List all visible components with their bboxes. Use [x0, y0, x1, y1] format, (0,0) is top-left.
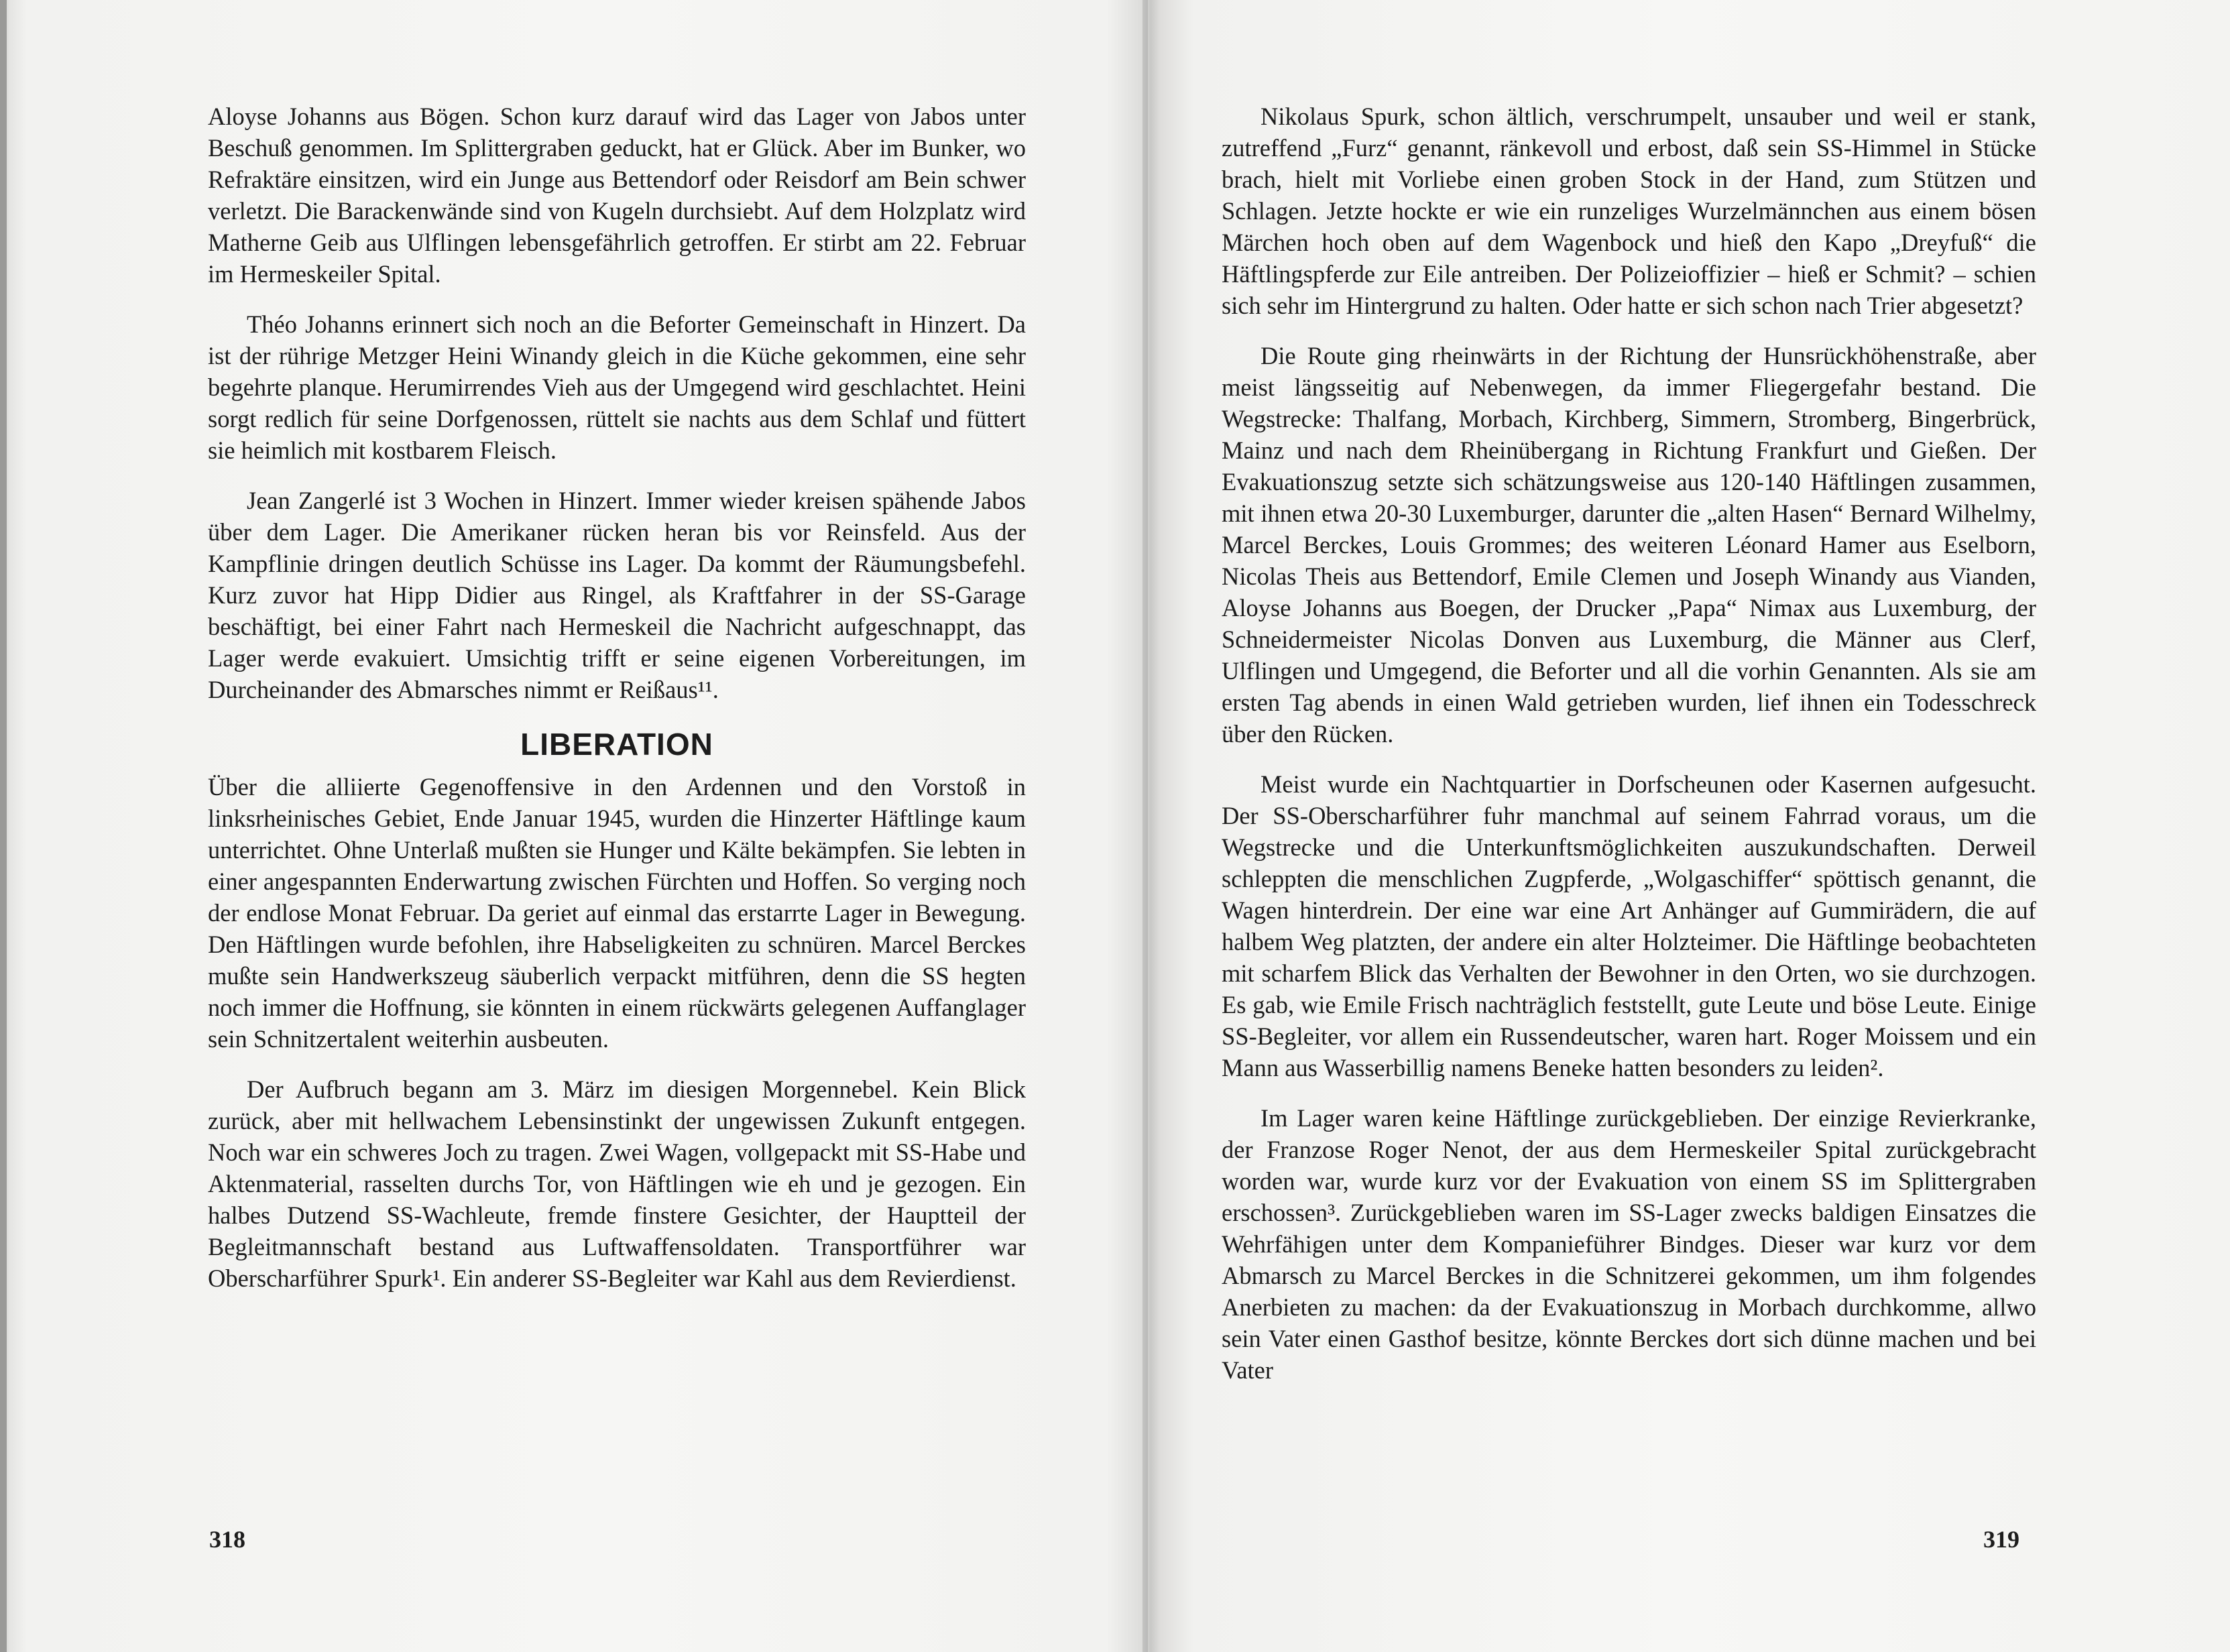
- right-page: [1222, 101, 2036, 1576]
- right-paragraph-3: Meist wurde ein Nachtquartier in Dorfscheunen oder Kasernen aufgesucht. Der SS-Oberscharführer fuhr manchmal auf seinem Fahrrad voraus, um die Wegstrecke und die Unterkunftsmöglichkeiten auszukundschaften. Derweil schleppten die menschlichen Zugpferde, „Wolgaschiffer“ spöttisch genannt, die Wagen hinterdrein. Der eine war eine Art Anhänger auf Gummirädern, die auf halbem Weg platzten, der andere ein alter Holzteimer. Die Häftlinge beobachteten mit scharfem Blick das Verhalten der Bewohner in den Orten, wo sie durchzogen. Es gab, wie Emile Frisch nachträglich feststellt, gute Leute und böse Leute. Einige SS-Begleiter, vor allem ein Russendeutscher, waren hart. Roger Moissem und ein Mann aus Wasserbillig namens Beneke hatten besonders zu leiden².: [1222, 770, 2036, 1081]
- book-gutter: [1142, 0, 1148, 1652]
- left-paragraph-4: Über die alliierte Gegenoffensive in den Ardennen und den Vorstoß in linksrheinisches Gebiet, Ende Januar 1945, wurden die Hinzerter Häftlinge kaum unterrichtet. Ohne Unterlaß mußten sie Hunger und Kälte bekämpfen. Sie lebten in einer angespannten Enderwartung zwischen Fürchten und Hoffen. So verging noch der endlose Monat Februar. Da geriet auf einmal das erstarrte Lager in Bewegung. Den Häftlingen wurde befohlen, ihre Habseligkeiten zu schnüren. Marcel Berckes mußte sein Handwerkszeug säuberlich verpackt mitführen, denn die SS hegten noch immer die Hoffnung, sie könnten in einem rückwärts gelegenen Auffanglager sein Schnitzertalent weiterhin ausbeuten.: [208, 773, 1026, 1053]
- left-paragraph-1: Aloyse Johanns aus Bögen. Schon kurz darauf wird das Lager von Jabos unter Beschuß genommen. Im Splittergraben geduckt, hat er Glück. Aber im Bunker, wo Refraktäre einsitzen, wird ein Junge aus Bettendorf oder Reisdorf am Bein schwer verletzt. Die Barackenwände sind von Kugeln durchsiebt. Auf dem Holzplatz wird Matherne Geib aus Ulflingen lebensgefährlich getroffen. Er stirbt am 22. Februar im Hermeskeiler Spital.: [208, 103, 1026, 288]
- left-paragraph-2: Théo Johanns erinnert sich noch an die Beforter Gemeinschaft in Hinzert. Da ist der rührige Metzger Heini Winandy gleich in die Küche gekommen, eine sehr begehrte planque. Herumirrendes Vieh aus der Umgegend wird geschlachtet. Heini sorgt redlich für seine Dorfgenossen, rüttelt sie nachts aus dem Schlaf und füttert sie heimlich mit kostbarem Fleisch.: [208, 310, 1026, 464]
- page-edge: [0, 0, 7, 1652]
- right-page-number: 319: [1983, 1526, 2019, 1553]
- right-paragraph-4: Im Lager waren keine Häftlinge zurückgeblieben. Der einzige Revierkranke, der Franzose Roger Nenot, der aus dem Hermeskeiler Spital zurückgebracht worden war, wurde kurz vor der Evakuation von einem SS im Splittergraben erschossen³. Zurückgeblieben waren im SS-Lager zwecks baldigen Einsatzes die Wehrfähigen unter dem Kompanieführer Bindges. Dieser war kurz vor dem Abmarsch zu Marcel Berckes in die Schnitzerei gekommen, um ihm folgendes Anerbieten zu machen: da der Evakuationszug in Morbach durchkomme, allwo sein Vater einen Gasthof besitze, könnte Berckes dort sich dünne machen und bei Vater: [1222, 1104, 2036, 1384]
- section-heading: LIBERATION: [520, 727, 713, 762]
- right-paragraph-1: Nikolaus Spurk, schon ältlich, verschrumpelt, unsauber und weil er stank, zutreffend „Furz“ genannt, ränkevoll und erbost, daß sein SS-Himmel in Stücke brach, hielt mit Vorliebe einen groben Stock in der Hand, zum Stützen und Schlagen. Jetzte hockte er wie ein runzeliges Wurzelmännchen aus einem bösen Märchen hoch oben auf dem Wagenbock und hieß den Kapo „Dreyfuß“ die Häftlingspferde zur Eile antreiben. Der Polizeioffizier – hieß er Schmit? – schien sich sehr im Hintergrund zu halten. Oder hatte er sich schon nach Trier abgesetzt?: [1222, 103, 2036, 319]
- left-paragraph-3: Jean Zangerlé ist 3 Wochen in Hinzert. Immer wieder kreisen spähende Jabos über dem Lager. Die Amerikaner rücken heran bis vor Reinsfeld. Aus der Kampflinie dringen deutlich Schüsse ins Lager. Da kommt der Räumungsbefehl. Kurz zuvor hat Hipp Didier aus Ringel, als Kraftfahrer in der SS-Garage beschäftigt, bei einer Fahrt nach Hermeskeil die Nachricht aufgeschnappt, das Lager werde evakuiert. Umsichtig trifft er seine eigenen Vorbereitungen, im Durcheinander des Abmarsches nimmt er Reißaus¹¹.: [208, 487, 1026, 703]
- left-paragraph-5: Der Aufbruch begann am 3. März im diesigen Morgennebel. Kein Blick zurück, aber mit hellwachem Lebensinstinkt der ungewissen Zukunft entgegen. Noch war ein schweres Joch zu tragen. Zwei Wagen, vollgepackt mit SS-Habe und Aktenmaterial, rasselten durchs Tor, von Häftlingen wie eh und je gezogen. Ein halbes Dutzend SS-Wachleute, fremde finstere Gesichter, der Hauptteil der Begleitmannschaft bestand aus Luftwaffensoldaten. Transportführer war Oberscharführer Spurk¹. Ein anderer SS-Begleiter war Kahl aus dem Revierdienst.: [208, 1075, 1026, 1292]
- left-page: [208, 101, 1026, 1576]
- left-page-number: 318: [209, 1526, 245, 1553]
- right-paragraph-2: Die Route ging rheinwärts in der Richtung der Hunsrückhöhenstraße, aber meist längsseitig auf Nebenwegen, da immer Fliegergefahr bestand. Die Wegstrecke: Thalfang, Morbach, Kirchberg, Simmern, Stromberg, Bingerbrück, Mainz und nach dem Rheinübergang in Richtung Frankfurt und Gießen. Der Evakuationszug setzte sich schätzungsweise aus 120-140 Häftlingen zusammen, mit ihnen etwa 20-30 Luxemburger, darunter die „alten Hasen“ Bernard Wilhelmy, Marcel Berckes, Louis Grommes; des weiteren Léonard Hamer aus Eselborn, Nicolas Theis aus Bettendorf, Emile Clemen und Joseph Winandy aus Vianden, Aloyse Johanns aus Boegen, der Drucker „Papa“ Nimax aus Luxemburg, der Schneidermeister Nicolas Donven aus Luxemburg, die Männer aus Clerf, Ulflingen und Umgegend, die Beforter und all die vorhin Genannten. Als sie am ersten Tag abends in einen Wald getrieben wurden, lief ihnen ein Todesschreck über den Rücken.: [1222, 342, 2036, 748]
